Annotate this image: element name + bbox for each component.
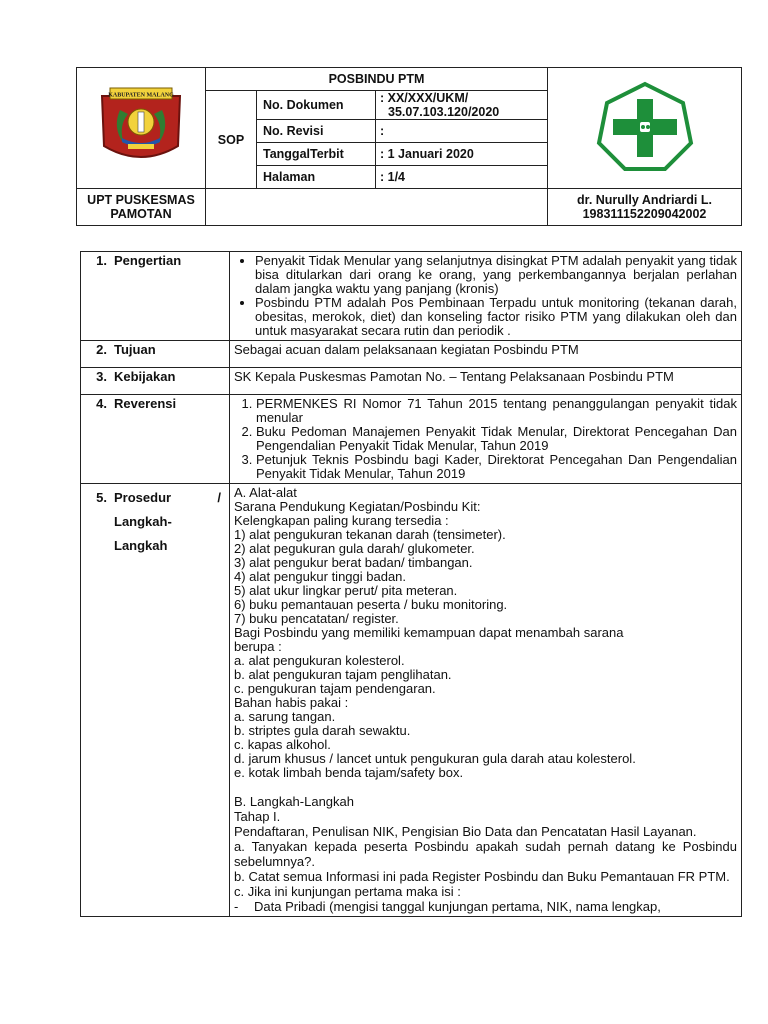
alat-line: 7) buku pencatatan/ register. [234,611,399,626]
kabupaten-malang-emblem-icon [98,86,184,168]
tahap-title: Tahap I. [234,809,281,824]
alat-alat-list [234,486,737,780]
step-c: c. Jika ini kunjungan pertama maka isi : [234,884,461,899]
alat-line: berupa : [234,639,282,654]
alat-line: Bagi Posbindu yang memiliki kemampuan dapat menambah sarana [234,625,624,640]
right-logo-cell [548,68,742,189]
alat-line: Bahan habis pakai : [234,695,349,710]
prosedur-slash: / [217,490,221,505]
document-title: POSBINDU PTM [206,68,548,91]
issue-date-label: TanggalTerbit [257,143,376,166]
alat-line: c. kapas alkohol. [234,737,331,752]
pengertian-bullet-1: • Penyakit Tidak Menular yang selanjutnya disingkat PTM adalah penyakit yang tidak bisa ditularkan dari orang ke orang, yang perkembangannya berjalan perlahan dalam jangka waktu yang panjang (kronis) [255,254,737,296]
pengertian-number: 1. [96,253,107,268]
row-referensi [81,395,742,484]
header-table [76,67,742,226]
alat-line: 4) alat pengukur tinggi badan. [234,569,407,584]
pengertian-label: Pengertian [114,253,182,268]
referensi-label-cell [81,395,230,484]
organization-line2: PAMOTAN [110,207,172,221]
data-pribadi-text: Data Pribadi (mengisi tanggal kunjungan pertama, NIK, nama lengkap, [254,899,661,914]
puskesmas-logo-icon [593,81,697,173]
dash-marker: - [234,899,239,914]
alat-line: 3) alat pengukur berat badan/ timbangan. [234,555,473,570]
referensi-item-3: 3. Petunjuk Teknis Posbindu bagi Kader, Direktorat Pencegahan Dan Pengendalian Penyakit Tidak Menular, Tahun 2019 [256,453,737,481]
data-pribadi-item [234,899,737,914]
kebijakan-label-cell [81,368,230,395]
alat-line: c. pengukuran tajam pendengaran. [234,681,436,696]
organization-line1: UPT PUSKESMAS [87,193,195,207]
kebijakan-content: SK Kepala Puskesmas Pamotan No. – Tentang Pelaksanaan Posbindu PTM [230,368,742,395]
row-kebijakan [81,368,742,395]
tujuan-number: 2. [96,342,107,357]
revision-value: : [376,120,548,143]
issue-date-value: : 1 Januari 2020 [376,143,548,166]
alat-line: 2) alat pegukuran gula darah/ glukometer. [234,541,475,556]
prosedur-number: 5. [96,490,107,505]
page-value: : 1/4 [376,166,548,189]
prosedur-label-cell [81,484,230,917]
kebijakan-label: Kebijakan [114,369,176,384]
langkah-title: B. Langkah-Langkah [234,794,354,809]
alat-line: 6) buku pemantauan peserta / buku monitoring. [234,597,508,612]
emblem-banner-text: KABUPATEN MALANG [108,92,174,98]
referensi-content [230,395,742,484]
alat-line: 5) alat ukur lingkar perut/ pita meteran. [234,583,458,598]
kebijakan-number: 3. [96,369,107,384]
row-prosedur [81,484,742,917]
step-b: b. Catat semua Informasi ini pada Register Posbindu dan Buku Pemantauan FR PTM. [234,869,730,884]
prosedur-label-line3: Langkah [114,538,168,553]
doc-number-label: No. Dokumen [257,91,376,120]
alat-line: b. striptes gula darah sewaktu. [234,723,411,738]
alat-line: Kelengkapan paling kurang tersedia : [234,513,449,528]
pengertian-bullet-2: • Posbindu PTM adalah Pos Pembinaan Terpadu untuk monitoring (tekanan darah, obesitas, merokok, diet) dan konseling factor risiko PTM yang dilakukan oleh dan untuk masyarakat secara rutin dan periodik . [255,296,737,338]
step-a: a. Tanyakan kepada peserta Posbindu apakah sudah pernah datang ke Posbindu sebelumnya?. [234,839,737,869]
footer-blank-cell [206,189,548,226]
organization-name [77,189,206,226]
referensi-label: Reverensi [114,396,177,411]
signer-nip: 198311152209042002 [582,207,707,221]
doc-number-value-line2: 35.07.103.120/2020 [388,105,500,119]
tujuan-label-cell [81,341,230,368]
left-logo-cell [77,68,206,189]
signer-block [548,189,742,226]
alat-line: 1) alat pengukuran tekanan darah (tensimeter). [234,527,506,542]
alat-line: b. alat pengukuran tajam penglihatan. [234,667,452,682]
alat-line: A. Alat-alat [234,485,297,500]
sop-content-table [80,251,742,917]
sop-label: SOP [206,91,257,189]
alat-line: a. alat pengukuran kolesterol. [234,653,405,668]
signer-name: dr. Nurully Andriardi L. [577,193,712,207]
alat-line: d. jarum khusus / lancet untuk pengukuran gula darah atau kolesterol. [234,751,636,766]
alat-line: Sarana Pendukung Kegiatan/Posbindu Kit: [234,499,481,514]
pengertian-label-cell [81,252,230,341]
pengertian-content [230,252,742,341]
tahap-description: Pendaftaran, Penulisan NIK, Pengisian Bio Data dan Pencatatan Hasil Layanan. [234,824,697,839]
row-tujuan [81,341,742,368]
prosedur-label-line1: Prosedur [114,490,172,505]
tujuan-label: Tujuan [114,342,156,357]
page-label: Halaman [257,166,376,189]
row-pengertian [81,252,742,341]
prosedur-content [230,484,742,917]
alat-line: a. sarung tangan. [234,709,336,724]
prosedur-label-line2: Langkah- [114,514,172,529]
referensi-item-2: 2. Buku Pedoman Manajemen Penyakit Tidak Menular, Direktorat Pencegahan Dan Pengendalian Penyakit Tidak Menular, Tahun 2019 [256,425,737,453]
alat-line: e. kotak limbah benda tajam/safety box. [234,765,464,780]
doc-number-value [376,91,548,120]
tujuan-content: Sebagai acuan dalam pelaksanaan kegiatan Posbindu PTM [230,341,742,368]
doc-number-value-line1: : XX/XXX/UKM/ [380,91,469,105]
referensi-item-1: 1. PERMENKES RI Nomor 71 Tahun 2015 tentang penanggulangan penyakit tidak menular [256,397,737,425]
referensi-number: 4. [96,396,107,411]
revision-label: No. Revisi [257,120,376,143]
